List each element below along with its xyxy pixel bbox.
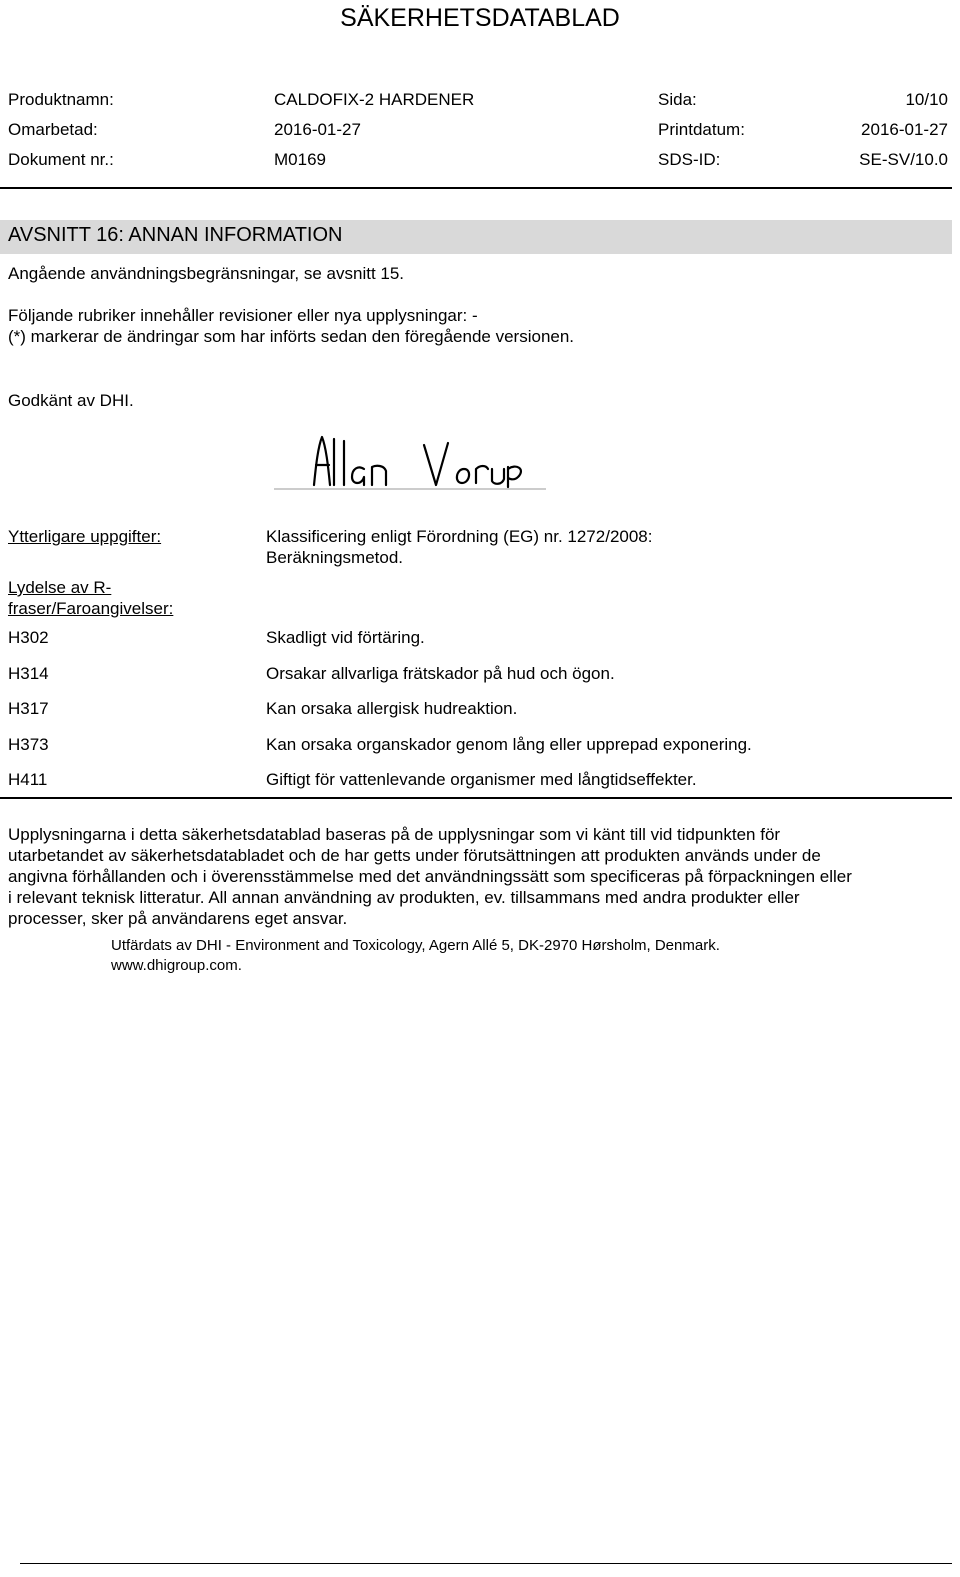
document-number-label: Dokument nr.:: [8, 150, 114, 169]
hazard-code: H373: [8, 735, 49, 754]
footer-divider: [20, 1563, 952, 1564]
disclaimer-line: angivna förhållanden och i överensstämmelse med det användningssätt som specificeras på förpackningen eller: [8, 867, 852, 886]
issuer-website: www.dhigroup.com.: [111, 957, 242, 974]
issuer-line: Utfärdats av DHI - Environment and Toxicology, Agern Allé 5, DK-2970 Hørsholm, Denmark.: [111, 937, 720, 954]
additional-info-value-line1: Klassificering enligt Förordning (EG) nr. 1272/2008:: [266, 527, 653, 546]
revisions-text-line2: (*) markerar de ändringar som har införts sedan den föregående versionen.: [8, 327, 575, 346]
page-label: Sida:: [658, 90, 697, 109]
signature-icon: [270, 425, 550, 493]
revisions-text-line1: Följande rubriker innehåller revisioner eller nya upplysningar: -: [8, 306, 478, 325]
hazard-phrases-label-line2: fraser/Faroangivelser:: [8, 599, 174, 618]
sds-id-label: SDS-ID:: [658, 150, 721, 169]
additional-info-label: Ytterligare uppgifter:: [8, 527, 162, 546]
print-date-value: 2016-01-27: [861, 120, 948, 139]
section-16-title: AVSNITT 16: ANNAN INFORMATION: [8, 224, 343, 246]
product-name-label: Produktnamn:: [8, 90, 114, 109]
usage-limitation-text: Angående användningsbegränsningar, se avsnitt 15.: [8, 264, 405, 283]
hazard-code: H302: [8, 628, 49, 647]
hazard-text: Orsakar allvarliga frätskador på hud och ögon.: [266, 664, 615, 683]
print-date-label: Printdatum:: [658, 120, 745, 139]
revised-label: Omarbetad:: [8, 120, 98, 139]
hazard-phrases-label-line1: Lydelse av R-: [8, 578, 112, 597]
hazard-text: Giftigt för vattenlevande organismer med långtidseffekter.: [266, 770, 697, 789]
sds-id-value: SE-SV/10.0: [859, 150, 948, 169]
hazard-text: Skadligt vid förtäring.: [266, 628, 425, 647]
document-number-value: M0169: [274, 150, 326, 169]
hazard-text: Kan orsaka organskador genom lång eller upprepad exponering.: [266, 735, 752, 754]
product-name-value: CALDOFIX-2 HARDENER: [274, 90, 475, 109]
revised-value: 2016-01-27: [274, 120, 361, 139]
disclaimer-line: processer, sker på användarens eget ansvar.: [8, 909, 348, 928]
document-title: SÄKERHETSDATABLAD: [340, 4, 620, 32]
header-divider: [0, 187, 952, 189]
disclaimer-line: utarbetandet av säkerhetsdatabladet och de har getts under förutsättningen att produkten används under de: [8, 846, 821, 865]
hazard-code: H317: [8, 699, 49, 718]
hazard-code: H411: [8, 770, 48, 789]
approved-by-text: Godkänt av DHI.: [8, 391, 134, 410]
additional-info-value-line2: Beräkningsmetod.: [266, 548, 404, 567]
hazard-code: H314: [8, 664, 49, 683]
disclaimer-line: Upplysningarna i detta säkerhetsdatablad baseras på de upplysningar som vi känt till vid tidpunkten för: [8, 825, 781, 844]
page-value: 10/10: [905, 90, 948, 109]
section-divider: [0, 797, 952, 799]
disclaimer-line: i relevant teknisk litteratur. All annan användning av produkten, ev. tillsammans med andra produkter eller: [8, 888, 800, 907]
hazard-text: Kan orsaka allergisk hudreaktion.: [266, 699, 518, 718]
